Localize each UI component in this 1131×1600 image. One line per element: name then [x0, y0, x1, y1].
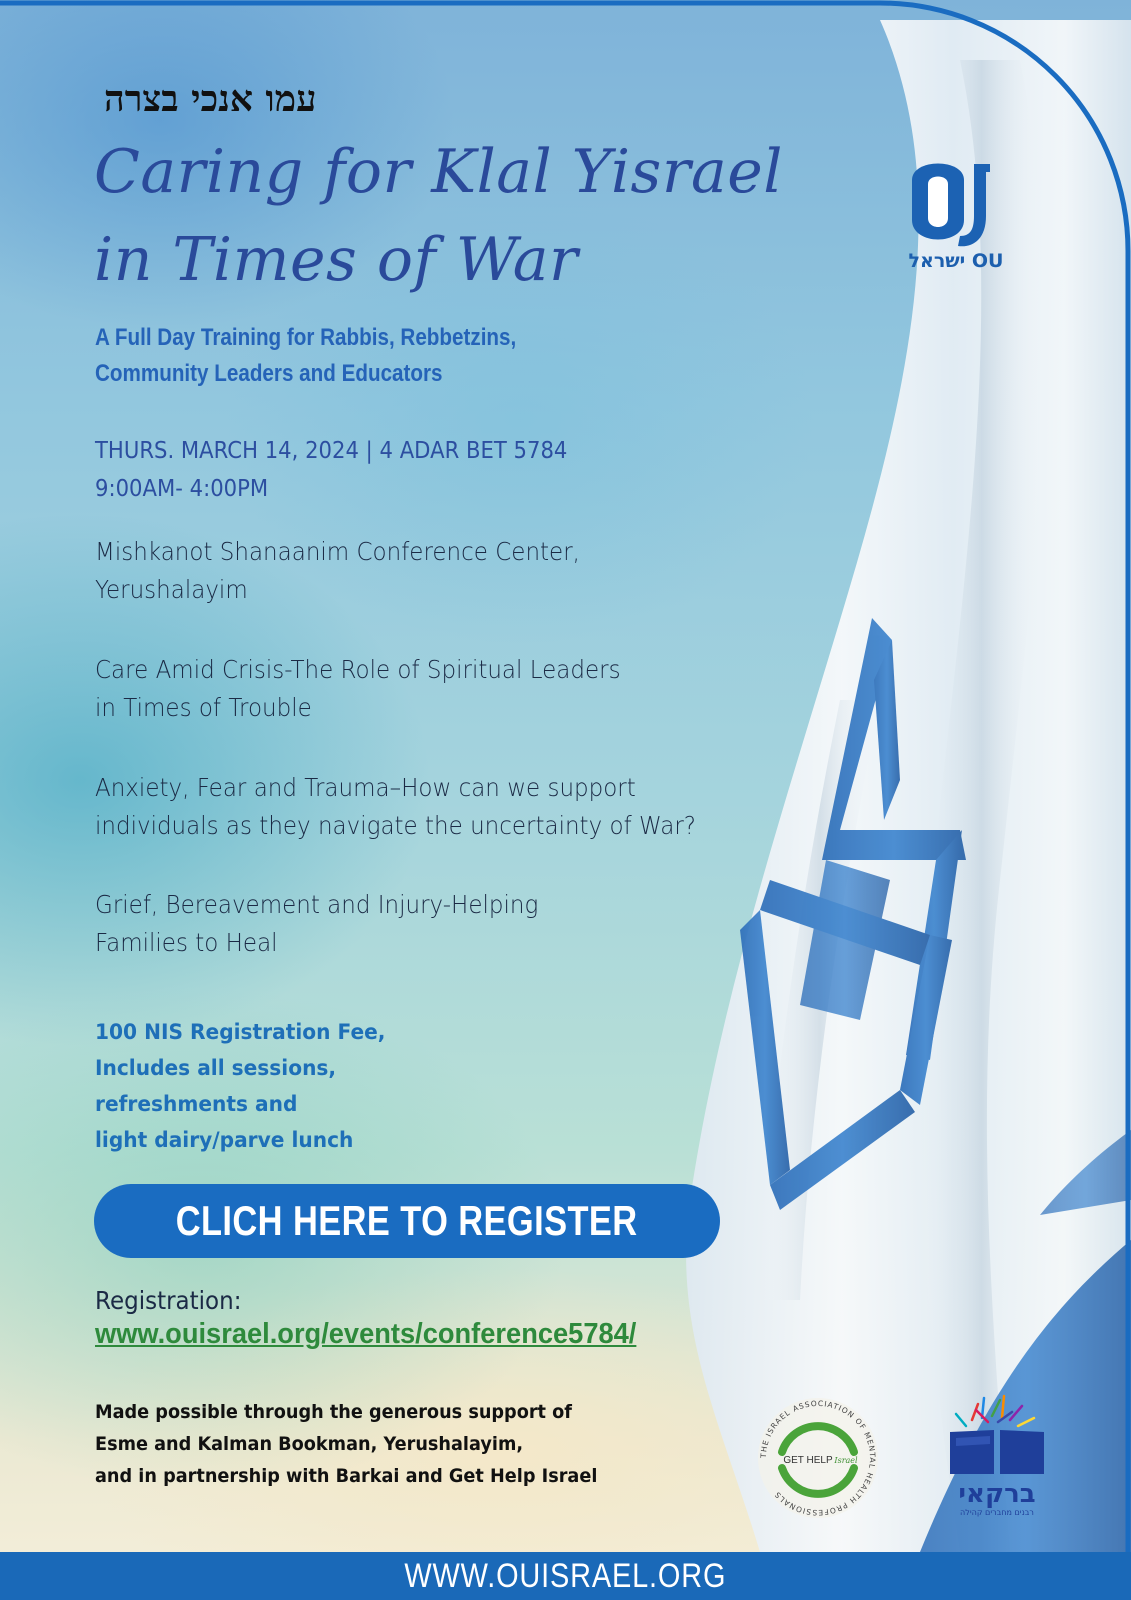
- fee-line-4: light dairy/parve lunch: [95, 1128, 354, 1152]
- session-line-2: individuals as they navigate the uncertainty of War?: [95, 811, 697, 840]
- get-help-center-script: Israel: [834, 1456, 858, 1465]
- ou-israel-label: ישראל OU: [908, 250, 1004, 272]
- fee-line-1: 100 NIS Registration Fee,: [95, 1020, 386, 1044]
- support-line-3: and in partnership with Barkai and Get Help Israel: [95, 1465, 598, 1487]
- title-line-2: in Times of War: [94, 225, 579, 295]
- subtitle: [95, 320, 628, 392]
- session-line-2: Families to Heal: [95, 928, 278, 957]
- fee-line-2: Includes all sessions,: [95, 1056, 337, 1080]
- session-line-1: Care Amid Crisis-The Role of Spiritual Leaders: [95, 655, 621, 684]
- support-credits: [95, 1396, 597, 1492]
- session-line-2: in Times of Trouble: [95, 693, 312, 722]
- fee-line-3: refreshments and: [95, 1092, 298, 1116]
- session-item: [95, 651, 621, 727]
- subtitle-line-1: A Full Day Training for Rabbis, Rebbetzins,: [95, 324, 517, 351]
- venue-line-2: Yerushalayim: [95, 575, 248, 604]
- barkai-tagline: רבנים מחברים קהילה: [960, 1508, 1034, 1517]
- get-help-center-text: GET HELP: [783, 1455, 833, 1466]
- event-date: THURS. MARCH 14, 2024 | 4 ADAR BET 5784: [95, 438, 568, 464]
- barkai-logo-icon: [942, 1390, 1052, 1518]
- support-line-1: Made possible through the generous support of: [95, 1401, 572, 1423]
- register-button-label: CLICH HERE TO REGISTER: [176, 1197, 638, 1244]
- session-line-1: Grief, Bereavement and Injury-Helping: [95, 890, 539, 919]
- event-time: 9:00AM- 4:00PM: [95, 476, 269, 502]
- hebrew-title: עמו אנכי בצרה: [104, 78, 317, 120]
- registration-link[interactable]: www.ouisrael.org/events/conference5784/: [95, 1318, 637, 1350]
- subtitle-line-2: Community Leaders and Educators: [95, 360, 443, 387]
- footer-bar: [0, 1552, 1131, 1600]
- get-help-israel-logo-icon: [752, 1392, 884, 1524]
- venue-line-1: Mishkanot Shanaanim Conference Center,: [95, 537, 580, 566]
- get-help-ring-text: THE ISRAEL ASSOCIATION OF MENTAL HEALTH PROFESSIONALS: [758, 1398, 878, 1518]
- registration-label: Registration:: [95, 1286, 242, 1315]
- footer-url[interactable]: WWW.OUISRAEL.ORG: [404, 1556, 727, 1595]
- session-line-1: Anxiety, Fear and Trauma–How can we support: [95, 773, 636, 802]
- barkai-name: ברקאי: [958, 1479, 1036, 1509]
- support-line-2: Esme and Kalman Bookman, Yerushalayim,: [95, 1433, 524, 1455]
- session-item: [95, 886, 538, 962]
- event-date-time: [95, 432, 567, 508]
- register-button[interactable]: [94, 1184, 720, 1258]
- event-venue: [95, 533, 580, 609]
- title-line-1: Caring for Klal Yisrael: [94, 137, 783, 207]
- registration-fee: [95, 1014, 385, 1158]
- session-item: [95, 769, 696, 845]
- main-title: [94, 128, 783, 304]
